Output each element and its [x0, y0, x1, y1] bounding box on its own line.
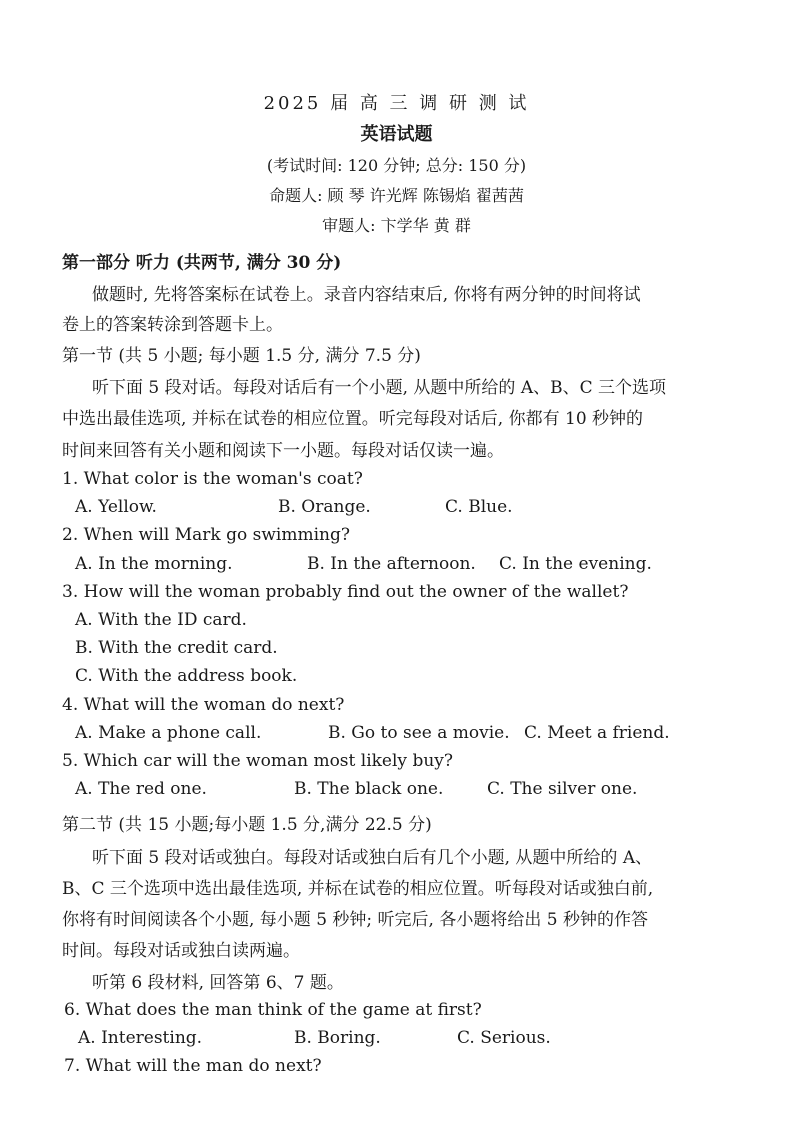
question-stem: 3. How will the woman probably find out the owner of the wallet? — [62, 582, 629, 602]
option-a: A. Make a phone call. — [75, 723, 262, 743]
authors-line: 命题人: 顾 琴 许光辉 陈锡焰 翟茜茜 — [269, 186, 524, 205]
section1-instruction: 时间来回答有关小题和阅读下一小题。每段对话仅读一遍。 — [62, 441, 504, 461]
option-b: B. With the credit card. — [75, 638, 278, 658]
option-b: B. The black one. — [294, 779, 444, 799]
question-stem: 4. What will the woman do next? — [62, 695, 345, 715]
intro-line: 卷上的答案转涂到答题卡上。 — [62, 315, 283, 335]
question-stem: 2. When will Mark go swimming? — [62, 525, 350, 545]
option-c: C. Meet a friend. — [524, 723, 670, 743]
section2-instruction: B、C 三个选项中选出最佳选项, 并标在试卷的相应位置。听每段对话或独白前, — [62, 879, 654, 899]
option-a: A. Interesting. — [78, 1028, 203, 1048]
option-c: C. In the evening. — [499, 554, 652, 574]
section1-instruction: 中选出最佳选项, 并标在试卷的相应位置。听完每段对话后, 你都有 10 秒钟的 — [62, 409, 644, 429]
option-b: B. Orange. — [278, 497, 371, 517]
section2-instruction: 听下面 5 段对话或独白。每段对话或独白后有几个小题, 从题中所给的 A、 — [92, 848, 653, 868]
section1-heading: 第一节 (共 5 小题; 每小题 1.5 分, 满分 7.5 分) — [62, 346, 421, 366]
subject-title: 英语试题 — [360, 124, 433, 145]
question-stem: 5. Which car will the woman most likely buy? — [62, 751, 453, 771]
option-c: C. The silver one. — [487, 779, 638, 799]
section2-instruction: 你将有时间阅读各个小题, 每小题 5 秒钟; 听完后, 各小题将给出 5 秒钟的作答 — [62, 910, 648, 930]
material-instruction: 听第 6 段材料, 回答第 6、7 题。 — [92, 973, 344, 993]
option-c: C. Serious. — [457, 1028, 551, 1048]
option-c: C. With the address book. — [75, 666, 298, 686]
intro-line: 做题时, 先将答案标在试卷上。录音内容结束后, 你将有两分钟的时间将试 — [92, 285, 641, 305]
section2-heading: 第二节 (共 15 小题;每小题 1.5 分,满分 22.5 分) — [62, 815, 432, 835]
part1-heading: 第一部分 听力 (共两节, 满分 30 分) — [62, 253, 342, 273]
option-a: A. In the morning. — [75, 554, 233, 574]
exam-title: 2025 届 高 三 调 研 测 试 — [263, 93, 530, 114]
reviewers-line: 审题人: 卞学华 黄 群 — [322, 216, 471, 235]
option-c: C. Blue. — [445, 497, 513, 517]
question-stem: 6. What does the man think of the game at first? — [64, 1000, 482, 1020]
question-stem: 1. What color is the woman's coat? — [62, 469, 363, 489]
section1-instruction: 听下面 5 段对话。每段对话后有一个小题, 从题中所给的 A、B、C 三个选项 — [92, 378, 667, 398]
option-b: B. Go to see a movie. — [328, 723, 510, 743]
time-score: (考试时间: 120 分钟; 总分: 150 分) — [266, 156, 527, 175]
option-a: A. With the ID card. — [75, 610, 247, 630]
option-a: A. Yellow. — [75, 497, 157, 517]
section2-instruction: 时间。每段对话或独白读两遍。 — [62, 941, 300, 961]
option-b: B. In the afternoon. — [307, 554, 476, 574]
option-b: B. Boring. — [294, 1028, 381, 1048]
question-stem: 7. What will the man do next? — [64, 1056, 322, 1076]
option-a: A. The red one. — [75, 779, 207, 799]
